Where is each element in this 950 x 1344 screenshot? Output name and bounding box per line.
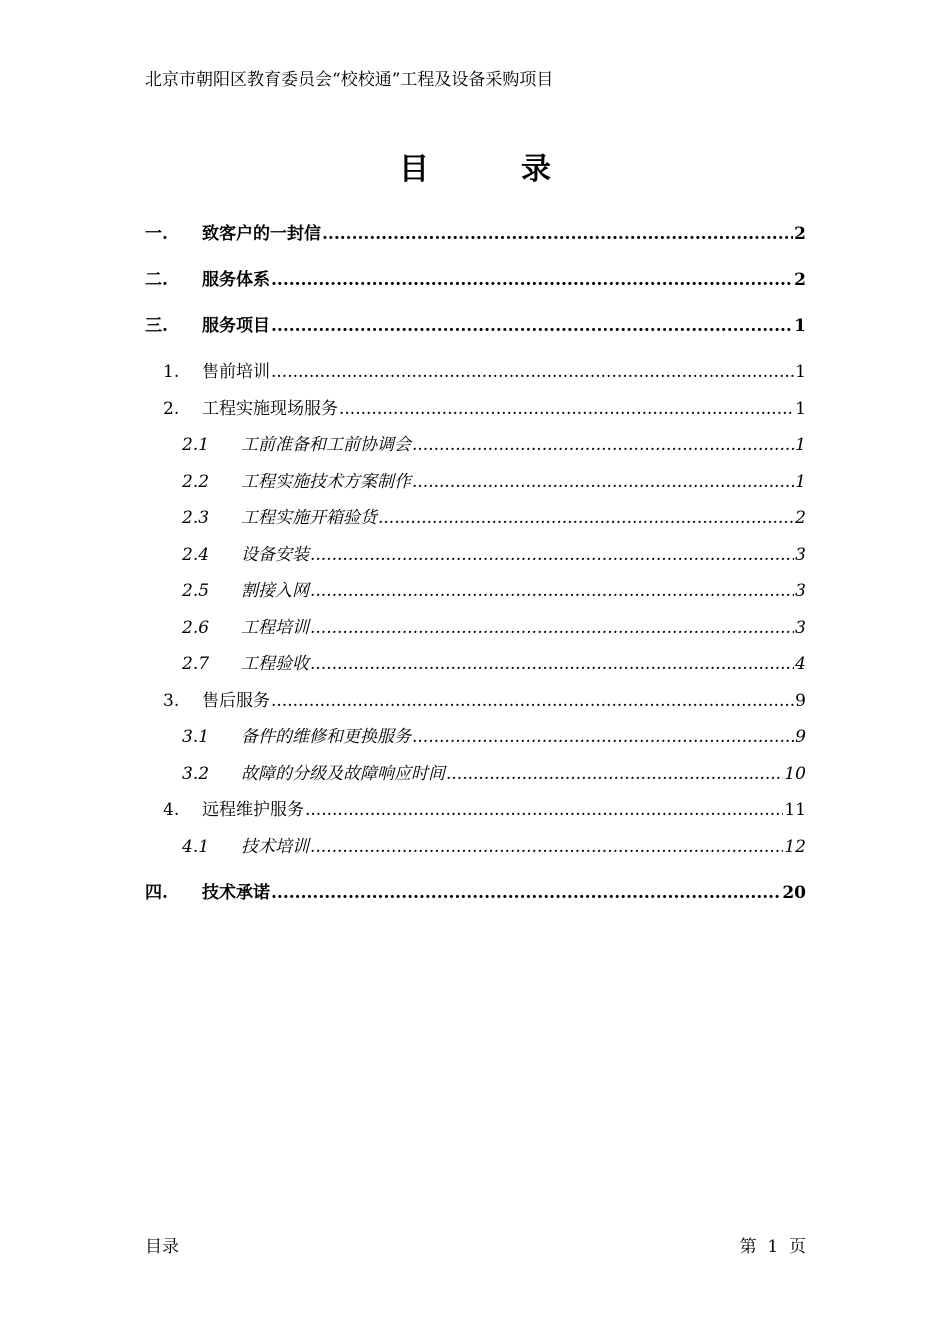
toc-entry-title: 致客户的一封信 [202, 224, 321, 244]
toc-entry-title: 设备安装 [241, 545, 309, 565]
toc-entry-title: 工程培训 [241, 618, 309, 638]
toc-entry-page: 12 [784, 837, 806, 857]
toc-leader-dots [271, 880, 781, 906]
toc-entry-page: 9 [795, 691, 806, 711]
toc-title [0, 150, 950, 190]
toc-entry[interactable] [145, 880, 806, 906]
page-header: 北京市朝阳区教育委员会“校校通”工程及设备采购项目 [145, 70, 554, 90]
toc-entry-number: 4.1 [182, 837, 210, 857]
toc-entry-page: 1 [795, 362, 806, 382]
toc-entry-title: 工程验收 [241, 654, 309, 674]
toc-entry-number: 二. [145, 270, 168, 290]
toc-entry[interactable] [145, 651, 806, 677]
toc-leader-dots [310, 578, 794, 604]
toc-entry-number: 3.2 [182, 764, 210, 784]
toc-leader-dots [305, 797, 783, 823]
toc-entry-page: 4 [795, 654, 806, 674]
toc-entry-title: 技术承诺 [202, 883, 270, 903]
toc-entry-page: 10 [784, 764, 806, 784]
toc-leader-dots [310, 651, 794, 677]
toc-entry-title: 备件的维修和更换服务 [241, 727, 411, 747]
toc-entry-number: 2. [163, 399, 180, 419]
toc-entry[interactable] [145, 615, 806, 641]
toc-entry[interactable] [145, 797, 806, 823]
toc-entry-title: 工程实施开箱验货 [241, 508, 377, 528]
toc-leader-dots [271, 688, 794, 714]
toc-entry-number: 3. [163, 691, 180, 711]
toc-entry-title: 工前准备和工前协调会 [241, 435, 411, 455]
toc-entry-page: 2 [794, 270, 806, 290]
toc-entry[interactable] [145, 724, 806, 750]
toc-entry-title: 割接入网 [241, 581, 309, 601]
toc-entry-page: 2 [794, 224, 806, 244]
toc-entry-number: 一. [145, 224, 168, 244]
toc-entry[interactable] [145, 313, 806, 339]
toc-entry-page: 3 [795, 618, 806, 638]
toc-entry-title: 售前培训 [202, 362, 270, 382]
toc-entry-page: 3 [795, 545, 806, 565]
toc-leader-dots [322, 221, 793, 247]
toc-entry-page: 11 [784, 800, 806, 820]
toc-entry[interactable] [145, 396, 806, 422]
toc-entry-number: 2.7 [182, 654, 210, 674]
toc-entry-number: 2.3 [182, 508, 210, 528]
toc-entry-number: 四. [145, 883, 168, 903]
toc-entry-number: 4. [163, 800, 180, 820]
toc-entry-page: 3 [795, 581, 806, 601]
toc-entry-number: 2.6 [182, 618, 210, 638]
toc-title-char-2: 录 [521, 152, 551, 187]
toc-entry[interactable] [145, 505, 806, 531]
toc-entry-page: 1 [795, 435, 806, 455]
toc-leader-dots [310, 834, 783, 860]
toc-entry[interactable] [145, 834, 806, 860]
toc-entry[interactable] [145, 267, 806, 293]
footer-page-number: 第 1 页 [739, 1237, 806, 1257]
toc-entry[interactable] [145, 761, 806, 787]
toc-leader-dots [412, 432, 794, 458]
toc-entry-title: 远程维护服务 [202, 800, 304, 820]
toc-leader-dots [412, 469, 794, 495]
toc-entry-page: 1 [795, 472, 806, 492]
toc-entry-title: 工程实施技术方案制作 [241, 472, 411, 492]
toc-leader-dots [271, 359, 794, 385]
toc-entry-number: 3.1 [182, 727, 210, 747]
toc-entry-page: 20 [782, 883, 806, 903]
toc-entry-title: 服务项目 [202, 316, 270, 336]
toc-entry-page: 2 [795, 508, 806, 528]
toc-entry-title: 工程实施现场服务 [202, 399, 338, 419]
toc-entry[interactable] [145, 542, 806, 568]
toc-entry[interactable] [145, 688, 806, 714]
toc-title-char-1: 目 [399, 152, 429, 187]
toc-entry-number: 2.1 [182, 435, 210, 455]
toc-entry-number: 2.5 [182, 581, 210, 601]
toc-leader-dots [310, 615, 794, 641]
toc-entry[interactable] [145, 578, 806, 604]
page-footer [145, 1236, 806, 1258]
toc-leader-dots [271, 313, 793, 339]
toc-entry-page: 1 [795, 399, 806, 419]
toc-entry[interactable] [145, 221, 806, 247]
toc-entry-number: 三. [145, 316, 168, 336]
toc-leader-dots [378, 505, 794, 531]
toc-entry[interactable] [145, 469, 806, 495]
toc-entry-number: 2.4 [182, 545, 210, 565]
toc-entry-title: 技术培训 [241, 837, 309, 857]
toc-leader-dots [310, 542, 794, 568]
toc-entry-title: 故障的分级及故障响应时间 [241, 764, 445, 784]
toc-leader-dots [271, 267, 793, 293]
toc-entry[interactable] [145, 359, 806, 385]
toc-entry-number: 1. [163, 362, 180, 382]
toc-leader-dots [446, 761, 783, 787]
toc-entry[interactable] [145, 432, 806, 458]
toc-entry-number: 2.2 [182, 472, 210, 492]
toc-leader-dots [412, 724, 794, 750]
toc-leader-dots [339, 396, 794, 422]
footer-section-label: 目录 [145, 1237, 179, 1257]
toc-entry-title: 售后服务 [202, 691, 270, 711]
toc-entry-page: 9 [795, 727, 806, 747]
toc-entry-title: 服务体系 [202, 270, 270, 290]
toc-entry-page: 1 [794, 316, 806, 336]
